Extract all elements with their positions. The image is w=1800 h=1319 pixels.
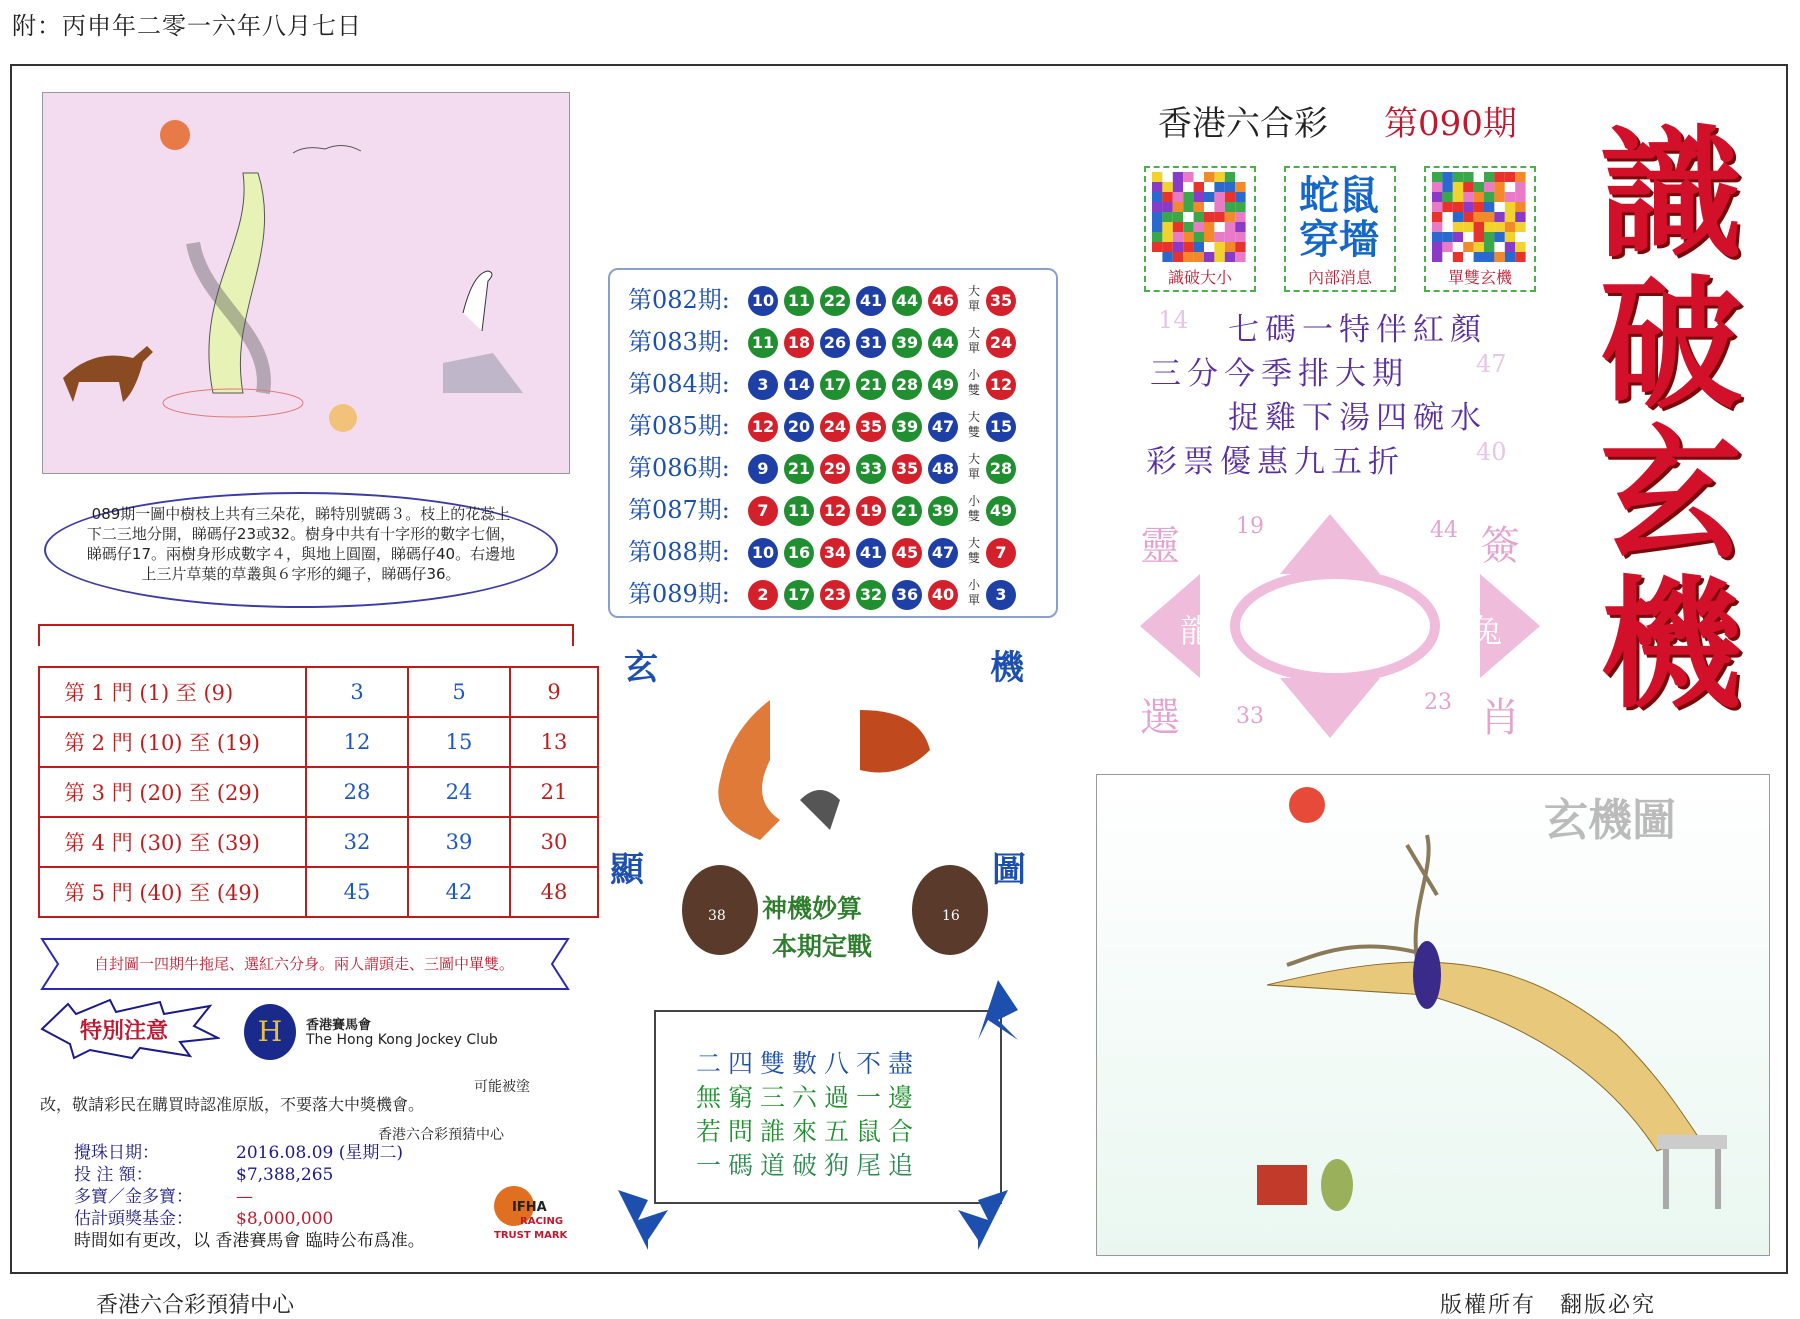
- footer-left: 香港六合彩預猜中心: [96, 1293, 295, 1318]
- draw-date-label: 攪珠日期：: [74, 1143, 159, 1163]
- special-ball: 24: [986, 328, 1016, 358]
- table-row: [39, 717, 598, 767]
- gate-table-header-line: [38, 624, 574, 646]
- lottery-ball: 23: [820, 580, 850, 610]
- special-ball: 12: [986, 370, 1016, 400]
- title-char-3: 玄: [1600, 412, 1742, 578]
- gate-label: 第 4 門 (30) 至 (39): [39, 817, 306, 867]
- riddle-illustration: [42, 92, 570, 474]
- ji-char: 機: [990, 648, 1024, 688]
- special-ball: 49: [986, 496, 1016, 526]
- lottery-ball: 17: [820, 370, 850, 400]
- ifha-line3: TRUST MARK: [494, 1230, 568, 1241]
- notice-fragment: 可能被塗: [474, 1079, 530, 1095]
- lottery-ball: 44: [892, 286, 922, 316]
- zodiac-compass: [1140, 514, 1540, 741]
- bet-amount: $7,388,265: [236, 1165, 334, 1185]
- gate-label: 第 3 門 (20) 至 (29): [39, 767, 306, 817]
- num-19: 19: [1236, 514, 1264, 539]
- lottery-ball: 44: [928, 328, 958, 358]
- gate-value: 5: [408, 667, 510, 717]
- lottery-ball: 21: [784, 454, 814, 484]
- xiao-char: 肖: [1480, 695, 1520, 741]
- gate-value: 39: [408, 817, 510, 867]
- lottery-ball: 12: [820, 496, 850, 526]
- poem-num-2: 47: [1476, 350, 1507, 378]
- scroll-ornaments: [608, 970, 1048, 1260]
- icon-odd-even-mosaic: [1424, 166, 1536, 292]
- gate-value: 32: [306, 817, 408, 867]
- title-char-1: 識: [1600, 112, 1742, 278]
- period-label: 第084期:: [628, 370, 730, 398]
- icon-caption-2: 內部消息: [1307, 268, 1372, 287]
- xuan-char: 玄: [624, 648, 658, 688]
- multi-value: —: [236, 1187, 253, 1207]
- lottery-ball: 29: [820, 454, 850, 484]
- lottery-ball: 46: [928, 286, 958, 316]
- lottery-ball: 39: [892, 412, 922, 442]
- multi-line: [74, 1186, 425, 1208]
- snake-rat-text: 蛇鼠穿墻: [1299, 172, 1379, 263]
- mosaic-pattern-icon: [1432, 172, 1526, 262]
- lottery-ball: 11: [784, 286, 814, 316]
- magic-line1: 神機妙算: [762, 894, 863, 923]
- table-row: [39, 867, 598, 917]
- history-results: [608, 268, 1058, 618]
- bet-amount-label: 投 注 額：: [74, 1165, 153, 1185]
- lottery-ball: 35: [856, 412, 886, 442]
- xuan-char-grey: 選: [1140, 695, 1180, 741]
- ifha-line1: IFHA: [512, 1200, 547, 1215]
- gate-value: 28: [306, 767, 408, 817]
- jockey-club-logo-icon: H: [244, 1004, 296, 1060]
- tree-scene-image: [43, 93, 569, 473]
- lottery-ball: 31: [856, 328, 886, 358]
- lottery-ball: 40: [928, 580, 958, 610]
- size-parity-tag: 大雙: [967, 410, 980, 439]
- lottery-ball: 7: [748, 496, 778, 526]
- size-parity-tag: 小單: [967, 578, 980, 607]
- lottery-ball: 12: [748, 412, 778, 442]
- ifha-line2: RACING: [520, 1216, 564, 1227]
- main-title: [1600, 112, 1780, 728]
- lottery-ball: 19: [856, 496, 886, 526]
- table-row: [39, 767, 598, 817]
- lottery-ball: 2: [748, 580, 778, 610]
- special-notice-burst: [40, 998, 220, 1060]
- bet-amount-line: [74, 1164, 425, 1186]
- pool-line: [74, 1208, 425, 1230]
- lottery-ball: 28: [892, 370, 922, 400]
- special-ball: 28: [986, 454, 1016, 484]
- qian-char: 簽: [1480, 523, 1520, 569]
- icon-caption-3: 單雙玄機: [1447, 268, 1512, 287]
- gate-label: 第 1 門 (1) 至 (9): [39, 667, 306, 717]
- lottery-ball: 49: [928, 370, 958, 400]
- lottery-ball: 34: [820, 538, 850, 568]
- scroll-line3: 若問誰來五鼠合: [696, 1117, 921, 1146]
- num-23: 23: [1424, 690, 1452, 715]
- poem-line-1: 七碼一特伴紅顏: [1228, 312, 1487, 348]
- xian-char: 顯: [610, 850, 644, 890]
- period-label: 第088期:: [628, 538, 730, 566]
- gate-value: 9: [510, 667, 598, 717]
- ling-char: 靈: [1140, 523, 1180, 569]
- riddle-bubble: [44, 492, 558, 608]
- lottery-ball: 11: [748, 328, 778, 358]
- lottery-ball: 45: [892, 538, 922, 568]
- gate-value: 13: [510, 717, 598, 767]
- lottery-ball: 10: [748, 286, 778, 316]
- lottery-ball: 10: [748, 538, 778, 568]
- gate-value: 48: [510, 867, 598, 917]
- magic-line2: 本期定戰: [772, 932, 873, 961]
- poem-num-3: 40: [1476, 438, 1507, 466]
- lottery-ball: 9: [748, 454, 778, 484]
- multi-label: 多寶／金多寶：: [74, 1187, 193, 1207]
- num-33: 33: [1236, 704, 1264, 729]
- scroll-line1: 二四雙數八不盡: [696, 1049, 921, 1078]
- period-label: 第089期:: [628, 580, 730, 608]
- table-row: [39, 667, 598, 717]
- riddle-text: 089期一圖中樹枝上共有三朵花，睇特別號碼３。枝上的花蕊上下二三地分開，睇碼仔23或32。樹身中共有十字形的數字七個，睇碼仔17。兩樹身形成數字４，與地上圓圈，睇碼仔40。右邊地上三片草葉的草叢與６字形的繩子，睇碼仔36。: [86, 505, 516, 583]
- title-char-2: 破: [1600, 262, 1742, 428]
- poem-line-2: 三分今季排大期: [1150, 356, 1409, 392]
- poem-line-3: 捉雞下湯四碗水: [1228, 400, 1487, 436]
- gate-value: 45: [306, 867, 408, 917]
- lottery-ball: 35: [892, 454, 922, 484]
- lottery-ball: 17: [784, 580, 814, 610]
- table-row: [39, 817, 598, 867]
- period-label: 第083期:: [628, 328, 730, 356]
- mosaic-pattern-icon: [1152, 172, 1246, 262]
- ifha-trust-mark: [494, 1186, 570, 1252]
- lottery-ball: 21: [856, 370, 886, 400]
- lottery-ball: 36: [892, 580, 922, 610]
- hint-banner: [40, 935, 570, 993]
- tu-char-grey: 兔: [1470, 612, 1503, 650]
- lottery-ball: 48: [928, 454, 958, 484]
- draw-info-footer: 時間如有更改，以 香港賽馬會 臨時公布爲准。: [74, 1231, 425, 1251]
- period-label: 第087期:: [628, 496, 730, 524]
- monkey-left-number: 38: [708, 908, 726, 924]
- scroll-line4: 一碼道破狗尾追: [696, 1151, 921, 1180]
- pool-label: 估計頭獎基金：: [74, 1209, 193, 1229]
- special-ball: 7: [986, 538, 1016, 568]
- draw-info: [74, 1142, 425, 1252]
- lottery-ball: 3: [748, 370, 778, 400]
- draw-date: 2016.08.09 (星期二): [236, 1143, 404, 1163]
- gate-value: 21: [510, 767, 598, 817]
- lottery-ball: 14: [784, 370, 814, 400]
- special-ball: 35: [986, 286, 1016, 316]
- footer-right: 版權所有 翻版必究: [1440, 1293, 1657, 1318]
- jockey-club-name-cn: 香港賽馬會: [306, 1018, 372, 1033]
- special-notice-label: 特別注意: [80, 1018, 169, 1044]
- lottery-ball: 20: [784, 412, 814, 442]
- lottery-ball: 41: [856, 286, 886, 316]
- special-ball: 15: [986, 412, 1016, 442]
- banner-text: 自封圖一四期牛拖尾、選紅六分身。兩人謂頭走、三圖中單雙。: [94, 955, 515, 973]
- icon-snake-rat: [1284, 166, 1396, 292]
- gate-value: 30: [510, 817, 598, 867]
- prediction-center-label: 香港六合彩預猜中心: [378, 1127, 504, 1143]
- lottery-ball: 22: [820, 286, 850, 316]
- lottery-ball: 47: [928, 538, 958, 568]
- issue-number: 第090期: [1384, 104, 1517, 144]
- poem-line-4: 彩票優惠九五折: [1146, 444, 1405, 480]
- size-parity-tag: 大單: [967, 452, 980, 481]
- lottery-ball: 33: [856, 454, 886, 484]
- xuanji-tu-title: 玄機圖: [1544, 795, 1676, 846]
- lottery-ball: 39: [892, 328, 922, 358]
- authenticity-notice: 改，敬請彩民在購買時認准原版，不要落大中獎機會。: [40, 1095, 425, 1114]
- size-parity-tag: 小雙: [967, 368, 980, 397]
- lottery-ball: 39: [928, 496, 958, 526]
- special-ball: 3: [986, 580, 1016, 610]
- scroll-line2: 無窮三六過一邊: [696, 1083, 921, 1112]
- period-label: 第085期:: [628, 412, 730, 440]
- gate-label: 第 2 門 (10) 至 (19): [39, 717, 306, 767]
- lottery-ball: 47: [928, 412, 958, 442]
- icon-caption-1: 識破大小: [1167, 268, 1232, 287]
- gate-value: 3: [306, 667, 408, 717]
- poem-num-1: 14: [1158, 306, 1189, 334]
- tu-char: 圖: [992, 850, 1026, 890]
- lottery-ball: 11: [784, 496, 814, 526]
- lottery-ball: 21: [892, 496, 922, 526]
- size-parity-tag: 大單: [967, 326, 980, 355]
- gate-table: [38, 666, 599, 918]
- icon-size-mosaic: [1144, 166, 1256, 292]
- size-parity-tag: 大雙: [967, 536, 980, 565]
- gate-label: 第 5 門 (40) 至 (49): [39, 867, 306, 917]
- size-parity-tag: 小雙: [967, 494, 980, 523]
- num-44: 44: [1430, 518, 1458, 543]
- lottery-ball: 18: [784, 328, 814, 358]
- date-note: 附：丙申年二零一六年八月七日: [12, 12, 362, 40]
- size-parity-tag: 大單: [967, 284, 980, 313]
- gate-value: 12: [306, 717, 408, 767]
- lottery-ball: 32: [856, 580, 886, 610]
- monkey-right-number: 16: [942, 908, 960, 924]
- lottery-ball: 16: [784, 538, 814, 568]
- gate-value: 42: [408, 867, 510, 917]
- draw-date-line: [74, 1142, 425, 1164]
- lottery-ball: 26: [820, 328, 850, 358]
- period-label: 第082期:: [628, 286, 730, 314]
- title-char-4: 機: [1600, 562, 1742, 728]
- jockey-club-name-en: The Hong Kong Jockey Club: [306, 1032, 498, 1048]
- magic-slogan: [762, 890, 872, 966]
- period-label: 第086期:: [628, 454, 730, 482]
- long-char: 龍: [1180, 612, 1213, 650]
- lottery-name: 香港六合彩: [1158, 104, 1328, 144]
- lottery-ball: 24: [820, 412, 850, 442]
- pool-value: $8,000,000: [236, 1209, 334, 1229]
- gate-value: 24: [408, 767, 510, 817]
- gate-value: 15: [408, 717, 510, 767]
- lottery-ball: 41: [856, 538, 886, 568]
